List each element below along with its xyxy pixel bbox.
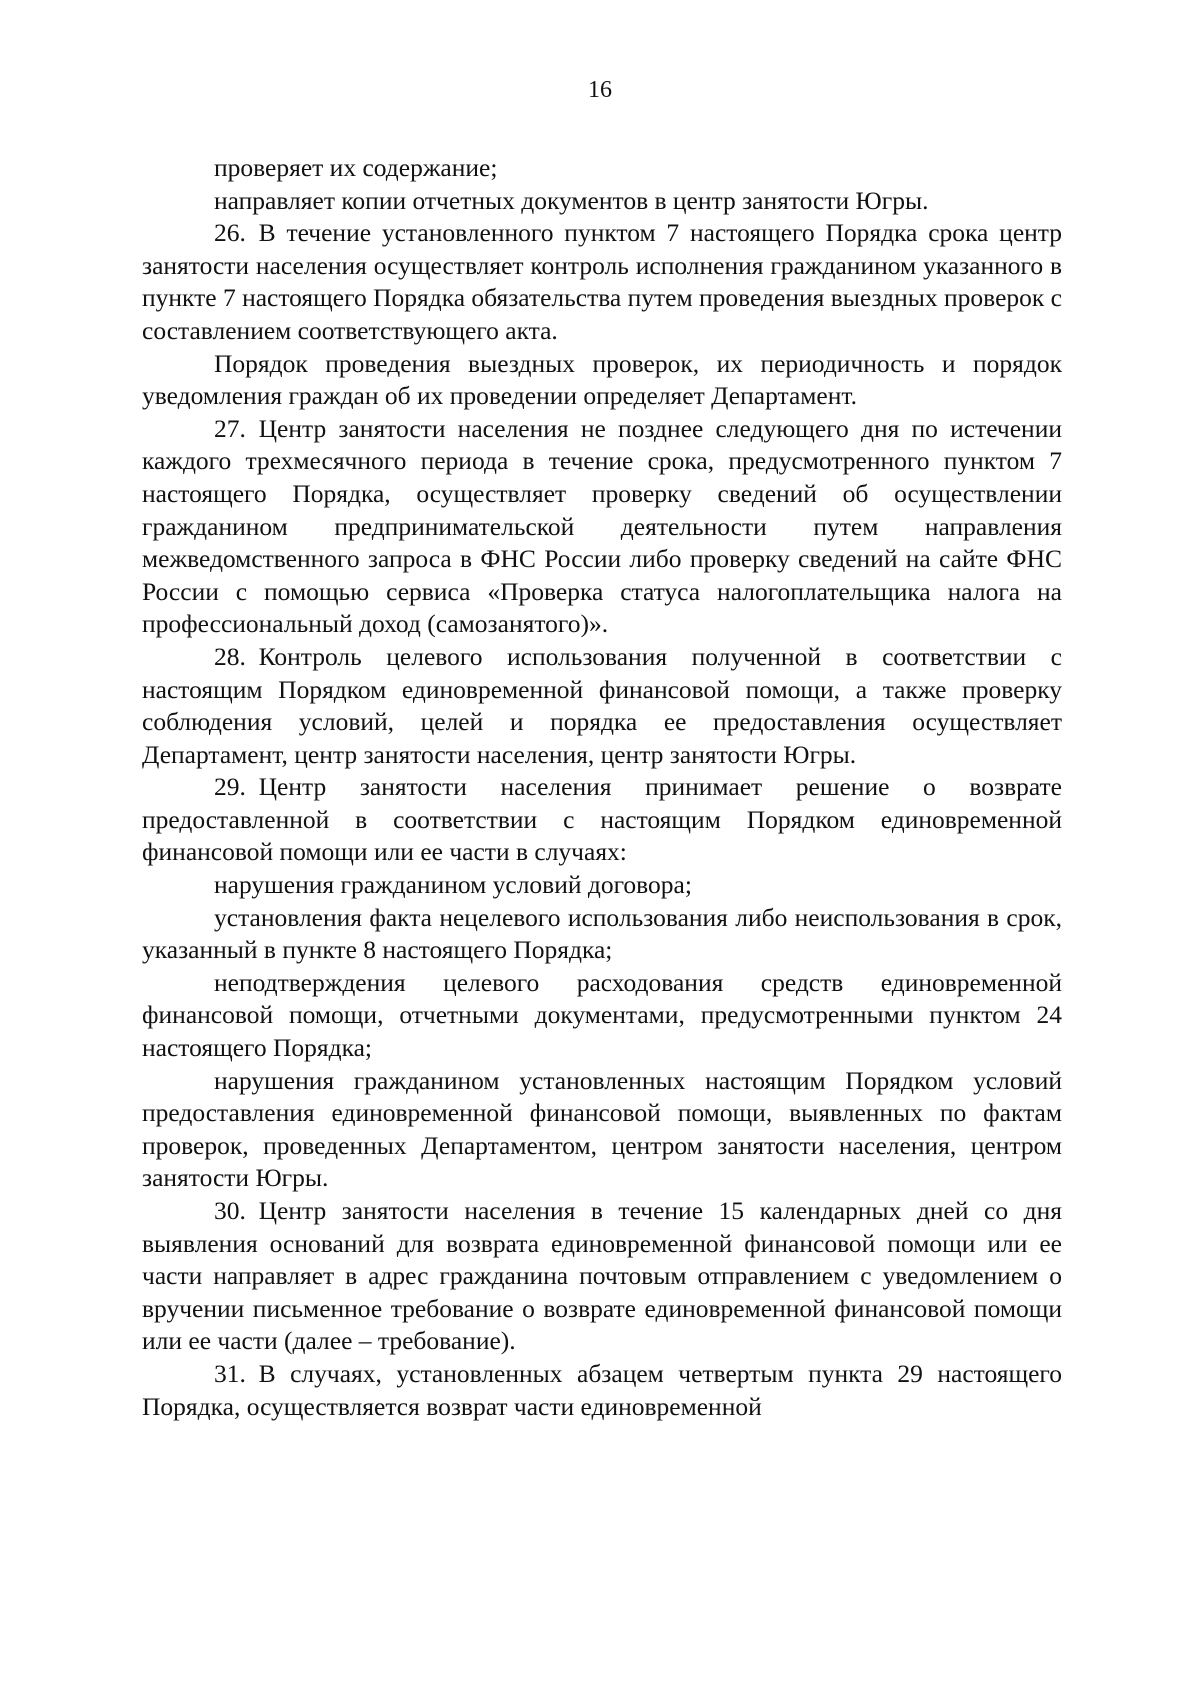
paragraph-item-31: 31. В случаях, установленных абзацем четвертым пункта 29 настоящего Порядка, осуществляется возврат части единовременной — [142, 1358, 1062, 1421]
paragraph-item-27: 27. Центр занятости населения не позднее следующего дня по истечении каждого трехмесячного периода в течение срока, предусмотренного пунктом 7 настоящего Порядка, осуществляет проверку сведений об осуществлении гражданином предпринимательской деятельности путем направления межведомственного запроса в ФНС России либо проверку сведений на сайте ФНС России с помощью сервиса «Проверка статуса налогоплательщика налога на профессиональный доход (самозанятого)». — [142, 413, 1062, 639]
paragraph: направляет копии отчетных документов в центр занятости Югры. — [214, 185, 929, 215]
paragraph-item-30: 30. Центр занятости населения в течение 15 календарных дней со дня выявления оснований для возврата единовременной финансовой помощи или ее части направляет в адрес гражданина почтовым отправлением с уведомлением о вручении письменное требование о возврате единовременной финансовой помощи или ее части (далее – требование). — [142, 1196, 1062, 1356]
paragraph-item-26: 26. В течение установленного пунктом 7 настоящего Порядка срока центр занятости населения осуществляет контроль исполнения гражданином указанного в пункте 7 настоящего Порядка обязательства путем проведения выездных проверок с составлением соответствующего акта. — [142, 218, 1062, 345]
paragraph: установления факта нецелевого использования либо неиспользования в срок, указанный в пункте 8 настоящего Порядка; — [142, 902, 1062, 965]
page-number: 16 — [588, 77, 612, 103]
paragraph-item-29: 29. Центр занятости населения принимает решение о возврате предоставленной в соответствии с настоящим Порядком единовременной финансовой помощи или ее части в случаях: — [142, 772, 1062, 867]
paragraph: Порядок проведения выездных проверок, их периодичность и порядок уведомления граждан об их проведении определяет Департамент. — [142, 348, 1062, 411]
paragraph: проверяет их содержание; — [214, 153, 498, 182]
paragraph: неподтверждения целевого расходования средств единовременной финансовой помощи, отчетными документами, предусмотренными пунктом 24 настоящего Порядка; — [142, 967, 1062, 1063]
paragraph: нарушения гражданином условий договора; — [214, 870, 692, 900]
paragraph-item-28: 28. Контроль целевого использования полученной в соответствии с настоящим Порядком единовременной финансовой помощи, а также проверку соблюдения условий, целей и порядка ее предоставления осуществляет Департамент, центр занятости населения, центр занятости Югры. — [142, 641, 1062, 769]
document-body — [142, 152, 1062, 1423]
paragraph: нарушения гражданином установленных настоящим Порядком условий предоставления единовременной финансовой помощи, выявленных по фактам проверок, проведенных Департаментом, центром занятости населения, центром занятости Югры. — [142, 1065, 1062, 1193]
